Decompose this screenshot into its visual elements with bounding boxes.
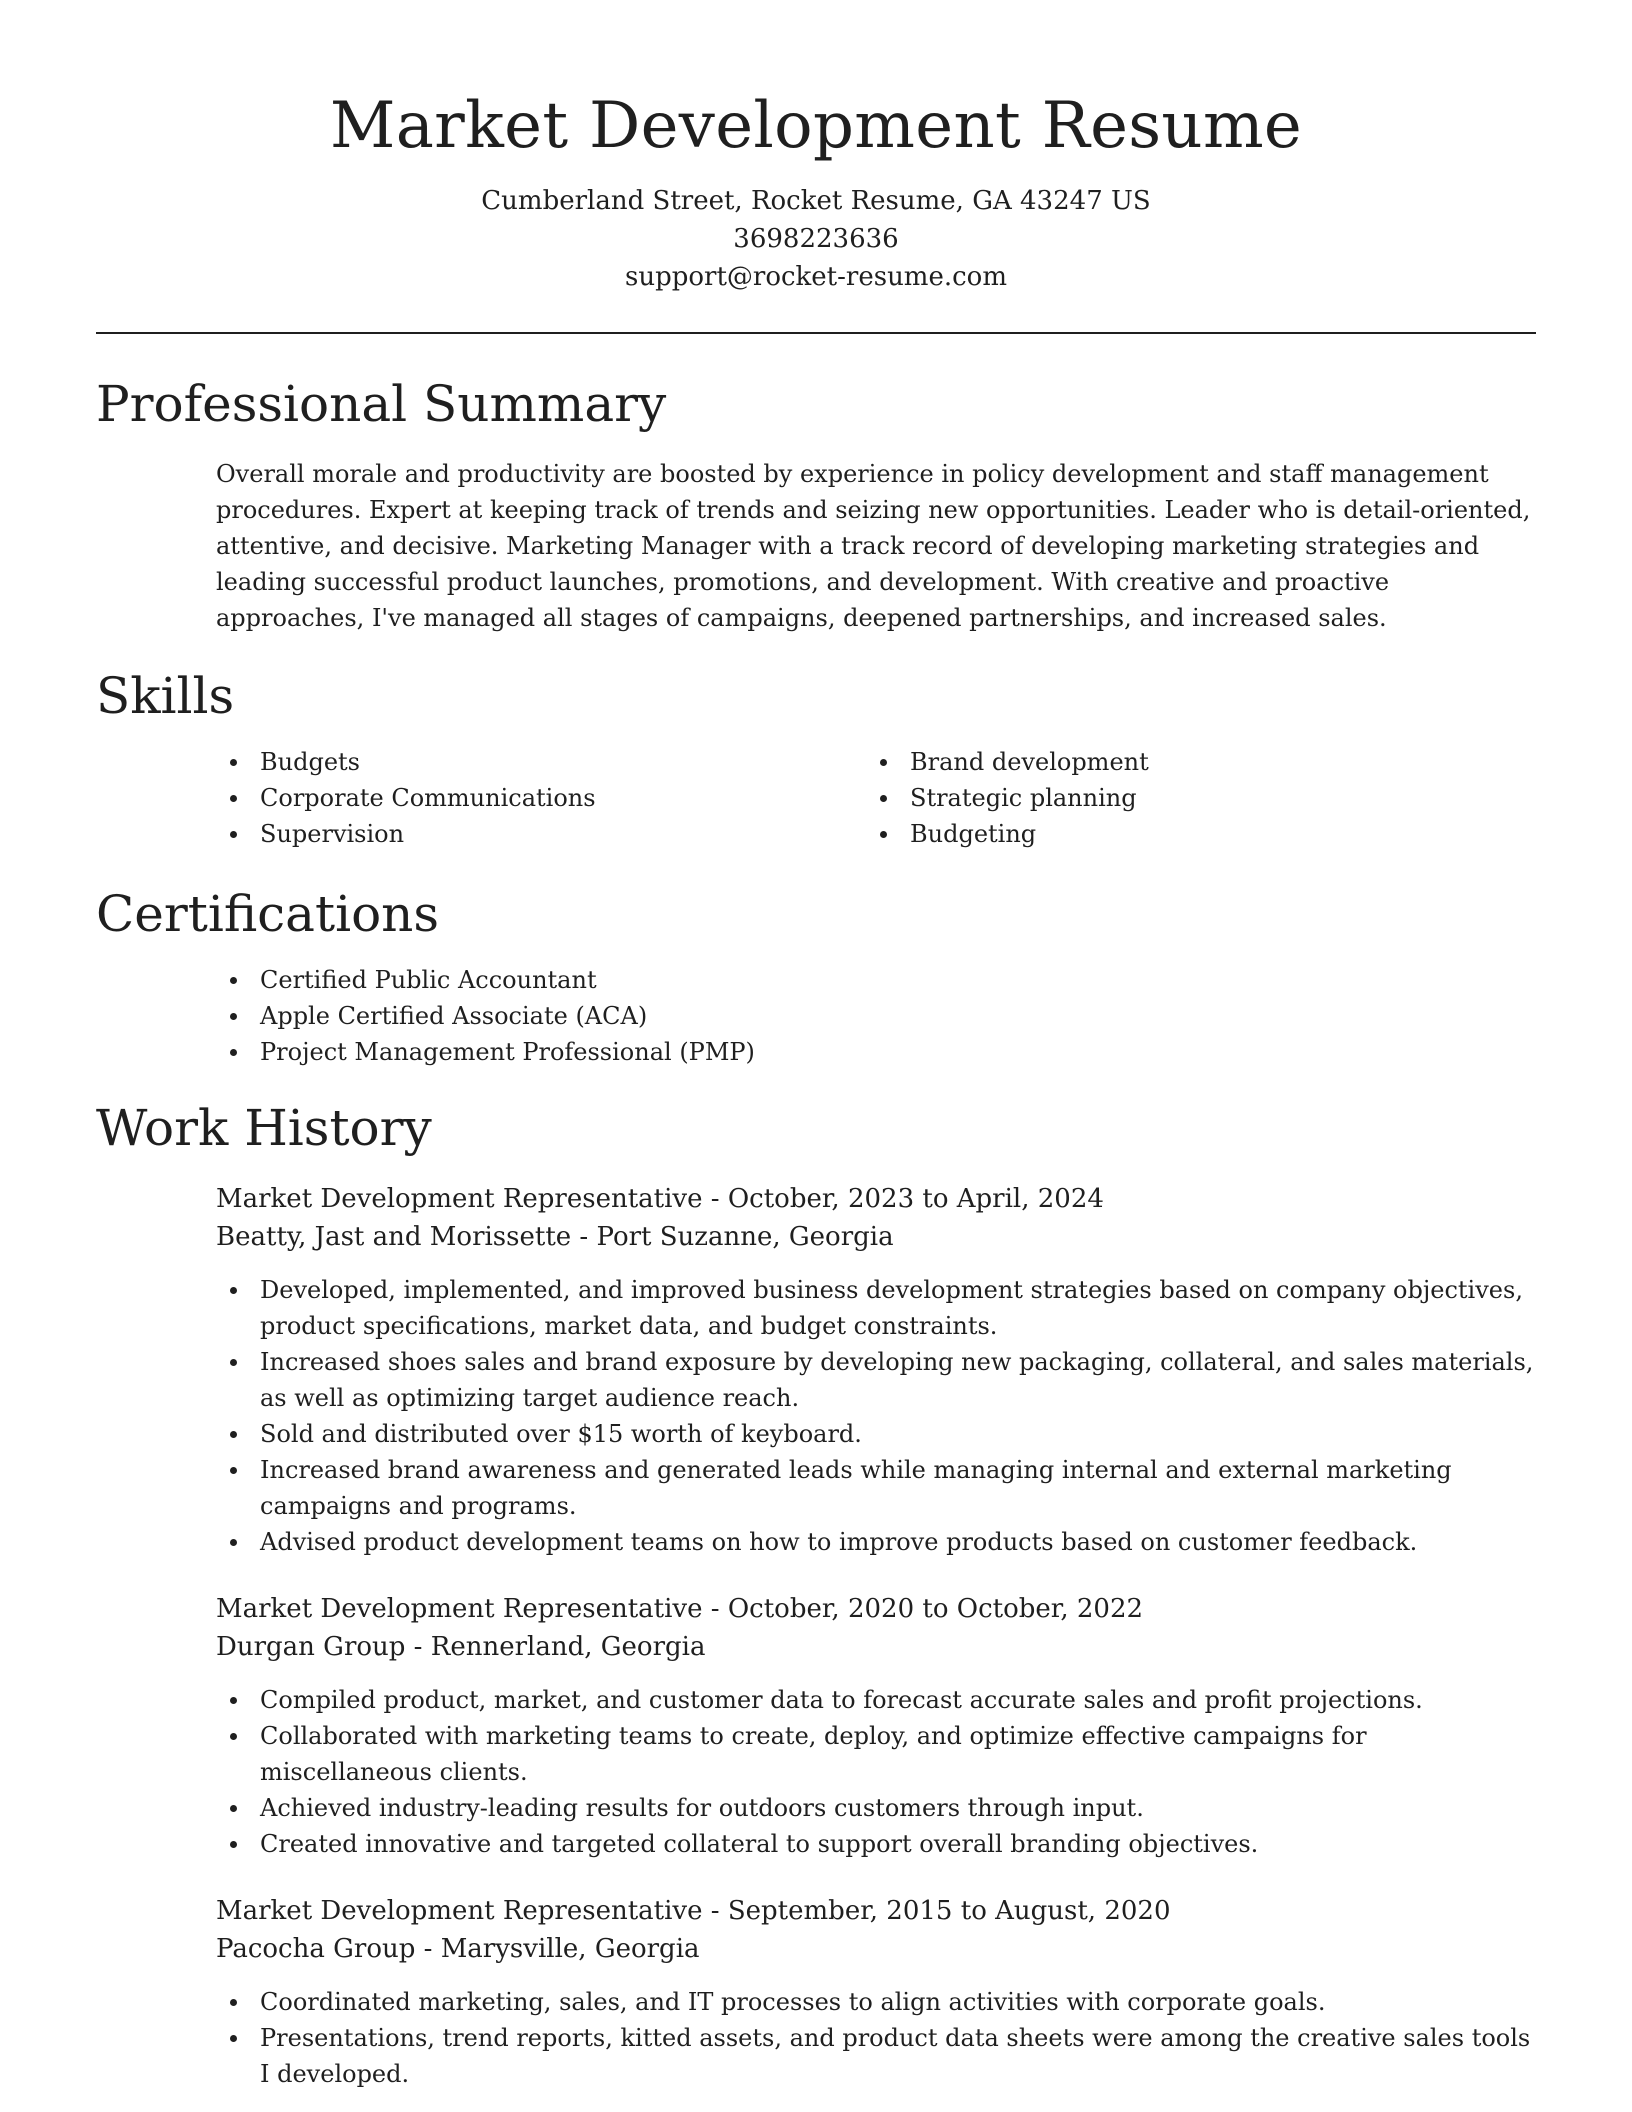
job-bullet: Increased brand awareness and generated leads while managing internal and external marketing campaigns and programs. [260,1452,1536,1524]
separator: - [571,1222,597,1252]
job-bullet: Sold and distributed over $15 worth of keyboard. [260,1416,1536,1452]
job-bullet: Presentations, trend reports, kitted assets, and product data sheets were among the creative sales tools I developed. [260,2020,1536,2092]
contact-phone: 3698223636 [733,224,899,254]
skills-section [96,664,1536,852]
resume-header [96,0,1536,296]
skills-grid [216,744,1536,852]
work-history-heading: Work History [96,1099,432,1157]
job-location: Marysville, Georgia [440,1934,700,1964]
job-bullet: Achieved industry-leading results for outdoors customers through input. [260,1790,1536,1826]
job-title-line [216,1180,1536,1218]
job-company-line [216,1218,1536,1256]
separator: - [405,1632,431,1662]
job-bullets [216,1272,1536,1560]
job-bullet: Created innovative and targeted collateral to support overall branding objectives. [260,1826,1536,1862]
job-location: Port Suzanne, Georgia [596,1222,894,1252]
job-bullet: Advised product development teams on how to improve products based on customer feedback. [260,1524,1536,1560]
job-company: Durgan Group [216,1632,406,1662]
separator: - [415,1934,441,1964]
contact-block [96,182,1536,296]
contact-address: Cumberland Street, Rocket Resume, GA 43247 US [481,186,1151,216]
work-history-section [96,1096,1536,2092]
job-bullet: Developed, implemented, and improved business development strategies based on company objectives, product specifications, market data, and budget constraints. [260,1272,1536,1344]
certification-item: Project Management Professional (PMP) [260,1034,1536,1070]
certification-item: Apple Certified Associate (ACA) [260,998,1536,1034]
job-bullet: Coordinated marketing, sales, and IT processes to align activities with corporate goals. [260,1984,1536,2020]
job-company-line [216,1930,1536,1968]
contact-email: support@rocket-resume.com [624,262,1007,292]
skills-list-left [216,744,866,852]
skills-heading: Skills [96,667,235,725]
job-bullet: Compiled product, market, and customer data to forecast accurate sales and profit projections. [260,1682,1536,1718]
job-bullet: Collaborated with marketing teams to create, deploy, and optimize effective campaigns for miscellaneous clients. [260,1718,1536,1790]
job-location: Rennerland, Georgia [430,1632,706,1662]
job-entry [216,1590,1536,1862]
certifications-section [96,882,1536,1070]
job-company: Pacocha Group [216,1934,416,1964]
job-bullet: Increased shoes sales and brand exposure by developing new packaging, collateral, and sales materials, as well as optimizing target audience reach. [260,1344,1536,1416]
summary-section [96,372,1536,636]
separator: - [702,1896,728,1926]
separator: - [702,1594,728,1624]
job-company: Beatty, Jast and Morissette [216,1222,572,1252]
skill-item: Supervision [260,816,866,852]
job-dates: September, 2015 to August, 2020 [727,1896,1171,1926]
resume-title: Market Development Resume [329,89,1303,163]
job-title-line [216,1590,1536,1628]
job-dates: October, 2020 to October, 2022 [727,1594,1144,1624]
certification-item: Certified Public Accountant [260,962,1536,998]
skill-item: Budgeting [910,816,1516,852]
separator: - [702,1184,728,1214]
job-company-line [216,1628,1536,1666]
job-dates: October, 2023 to April, 2024 [727,1184,1104,1214]
certifications-heading: Certifications [96,885,440,943]
job-entry [216,1892,1536,2092]
skill-item: Budgets [260,744,866,780]
job-title: Market Development Representative [216,1594,703,1624]
skill-item: Corporate Communications [260,780,866,816]
resume-page [96,0,1536,2092]
job-bullets [216,1984,1536,2092]
certifications-list [216,962,1536,1070]
job-title-line [216,1892,1536,1930]
summary-text: Overall morale and productivity are boosted by experience in policy development and staff management procedures. Expert at keeping track of trends and seizing new opportunities. Leader who is detail-oriented, attentive, and decisive. Marketing Manager with a track record of developing marketing strategies and leading successful product launches, promotions, and development. With creative and proactive approaches, I've managed all stages of campaigns, deepened partnerships, and increased sales. [216,460,1531,632]
job-entry [216,1180,1536,1560]
job-bullets [216,1682,1536,1862]
job-title: Market Development Representative [216,1896,703,1926]
skill-item: Strategic planning [910,780,1516,816]
summary-heading: Professional Summary [96,375,667,433]
skills-list-right [866,744,1516,852]
job-title: Market Development Representative [216,1184,703,1214]
skill-item: Brand development [910,744,1516,780]
header-divider [96,332,1536,334]
